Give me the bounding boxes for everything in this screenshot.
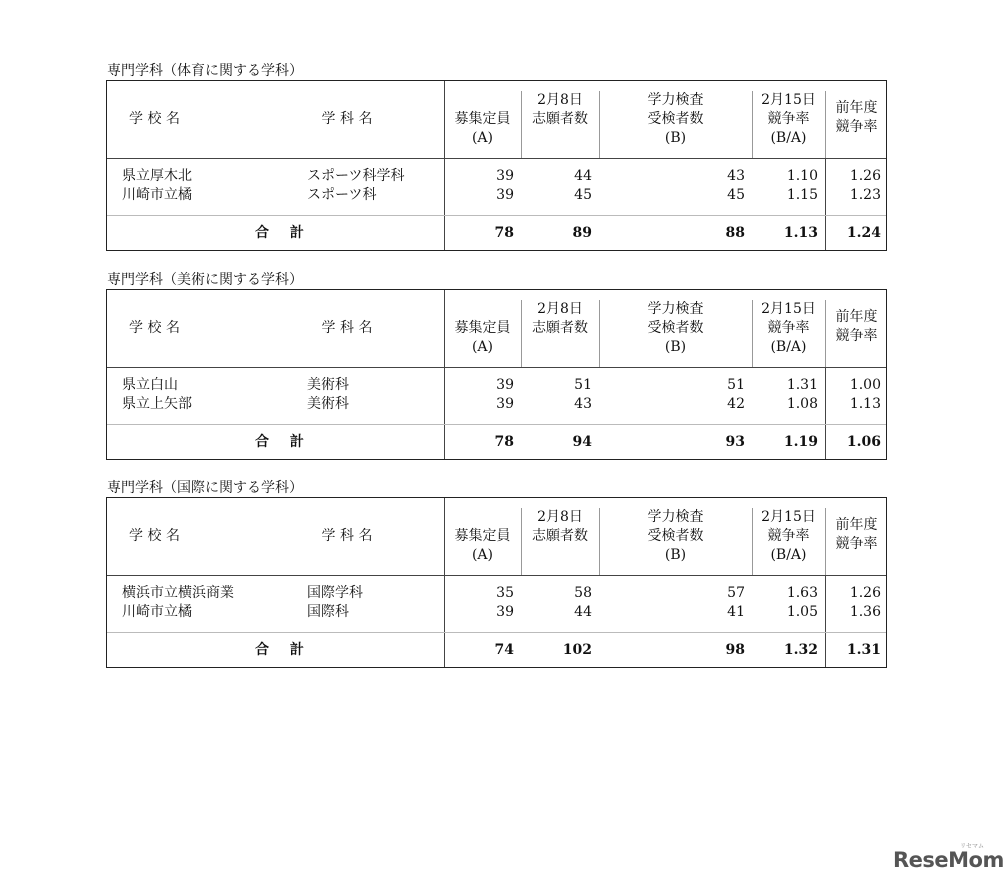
total-label: 合 計 bbox=[255, 642, 312, 658]
ratio-value: 1.05 bbox=[786, 604, 818, 620]
prev-ratio-value: 1.26 bbox=[849, 168, 881, 184]
total-prev-ratio: 1.31 bbox=[846, 642, 881, 658]
dept-name: 国際学科 bbox=[307, 585, 363, 601]
capacity-value: 39 bbox=[496, 377, 514, 393]
examinees-value: 45 bbox=[727, 187, 745, 203]
applicants-value: 58 bbox=[574, 585, 592, 601]
header-dept: 学 科 名 bbox=[321, 528, 373, 544]
header-dept: 学 科 名 bbox=[321, 111, 373, 127]
header-examinees: 学力検査 受検者数 (B) bbox=[647, 92, 704, 146]
header-prev-ratio: 前年度 競争率 bbox=[835, 517, 878, 552]
capacity-value: 39 bbox=[496, 187, 514, 203]
total-prev-ratio: 1.24 bbox=[846, 225, 881, 241]
header-capacity: 募集定員 (A) bbox=[454, 111, 511, 146]
school-name: 県立上矢部 bbox=[122, 396, 192, 412]
table-intl bbox=[106, 497, 887, 668]
capacity-value: 39 bbox=[496, 168, 514, 184]
header-school: 学 校 名 bbox=[129, 111, 180, 127]
examinees-value: 51 bbox=[727, 377, 745, 393]
dept-name: 美術科 bbox=[307, 396, 349, 412]
header-ratio: 2月15日 競争率 (B/A) bbox=[761, 92, 816, 146]
watermark-sub: リセマム bbox=[960, 843, 984, 850]
total-ratio: 1.19 bbox=[783, 434, 818, 450]
applicants-value: 51 bbox=[574, 377, 592, 393]
total-ratio: 1.32 bbox=[783, 642, 818, 658]
header-prev-ratio: 前年度 競争率 bbox=[835, 100, 878, 135]
school-name: 県立厚木北 bbox=[122, 168, 192, 184]
prev-ratio-value: 1.26 bbox=[849, 585, 881, 601]
total-applicants: 102 bbox=[562, 642, 592, 658]
header-examinees: 学力検査 受検者数 (B) bbox=[647, 509, 704, 563]
header-applicants: 2月8日 志願者数 bbox=[532, 301, 588, 336]
prev-ratio-value: 1.36 bbox=[849, 604, 881, 620]
examinees-value: 57 bbox=[727, 585, 745, 601]
total-examinees: 98 bbox=[725, 642, 745, 658]
ratio-value: 1.31 bbox=[786, 377, 818, 393]
total-ratio: 1.13 bbox=[783, 225, 818, 241]
header-capacity: 募集定員 (A) bbox=[454, 528, 511, 563]
applicants-value: 44 bbox=[574, 604, 592, 620]
prev-ratio-value: 1.23 bbox=[849, 187, 881, 203]
total-examinees: 93 bbox=[725, 434, 745, 450]
capacity-value: 35 bbox=[496, 585, 514, 601]
ratio-value: 1.15 bbox=[786, 187, 818, 203]
header-examinees: 学力検査 受検者数 (B) bbox=[647, 301, 704, 355]
header-ratio: 2月15日 競争率 (B/A) bbox=[761, 301, 816, 355]
dept-name: スポーツ科学科 bbox=[307, 168, 405, 184]
examinees-value: 43 bbox=[727, 168, 745, 184]
total-capacity: 78 bbox=[494, 225, 514, 241]
applicants-value: 43 bbox=[574, 396, 592, 412]
total-label: 合 計 bbox=[255, 434, 312, 450]
dept-name: 国際科 bbox=[307, 604, 349, 620]
table-sports bbox=[106, 80, 887, 251]
ratio-value: 1.08 bbox=[786, 396, 818, 412]
header-prev-ratio: 前年度 競争率 bbox=[835, 309, 878, 344]
header-ratio: 2月15日 競争率 (B/A) bbox=[761, 509, 816, 563]
table-art bbox=[106, 289, 887, 460]
total-capacity: 74 bbox=[494, 642, 514, 658]
header-dept: 学 科 名 bbox=[321, 320, 373, 336]
watermark-logo: ReseMom bbox=[893, 848, 1004, 872]
examinees-value: 42 bbox=[727, 396, 745, 412]
school-name: 川崎市立橘 bbox=[122, 187, 192, 203]
dept-name: スポーツ科 bbox=[307, 187, 377, 203]
school-name: 県立白山 bbox=[122, 377, 178, 393]
header-applicants: 2月8日 志願者数 bbox=[532, 92, 588, 127]
capacity-value: 39 bbox=[496, 396, 514, 412]
school-name: 川崎市立橘 bbox=[122, 604, 192, 620]
header-school: 学 校 名 bbox=[129, 528, 180, 544]
capacity-value: 39 bbox=[496, 604, 514, 620]
school-name: 横浜市立横浜商業 bbox=[122, 585, 234, 601]
examinees-value: 41 bbox=[727, 604, 745, 620]
total-examinees: 88 bbox=[725, 225, 745, 241]
total-prev-ratio: 1.06 bbox=[846, 434, 881, 450]
section-title-art: 専門学科（美術に関する学科） bbox=[107, 272, 303, 288]
total-capacity: 78 bbox=[494, 434, 514, 450]
dept-name: 美術科 bbox=[307, 377, 349, 393]
section-title-intl: 専門学科（国際に関する学科） bbox=[107, 480, 303, 496]
ratio-value: 1.63 bbox=[786, 585, 818, 601]
prev-ratio-value: 1.13 bbox=[849, 396, 881, 412]
prev-ratio-value: 1.00 bbox=[849, 377, 881, 393]
applicants-value: 44 bbox=[574, 168, 592, 184]
total-label: 合 計 bbox=[255, 225, 312, 241]
header-applicants: 2月8日 志願者数 bbox=[532, 509, 588, 544]
total-applicants: 94 bbox=[572, 434, 592, 450]
header-school: 学 校 名 bbox=[129, 320, 180, 336]
section-title-sports: 専門学科（体育に関する学科） bbox=[107, 63, 303, 79]
ratio-value: 1.10 bbox=[786, 168, 818, 184]
applicants-value: 45 bbox=[574, 187, 592, 203]
header-capacity: 募集定員 (A) bbox=[454, 320, 511, 355]
total-applicants: 89 bbox=[572, 225, 592, 241]
